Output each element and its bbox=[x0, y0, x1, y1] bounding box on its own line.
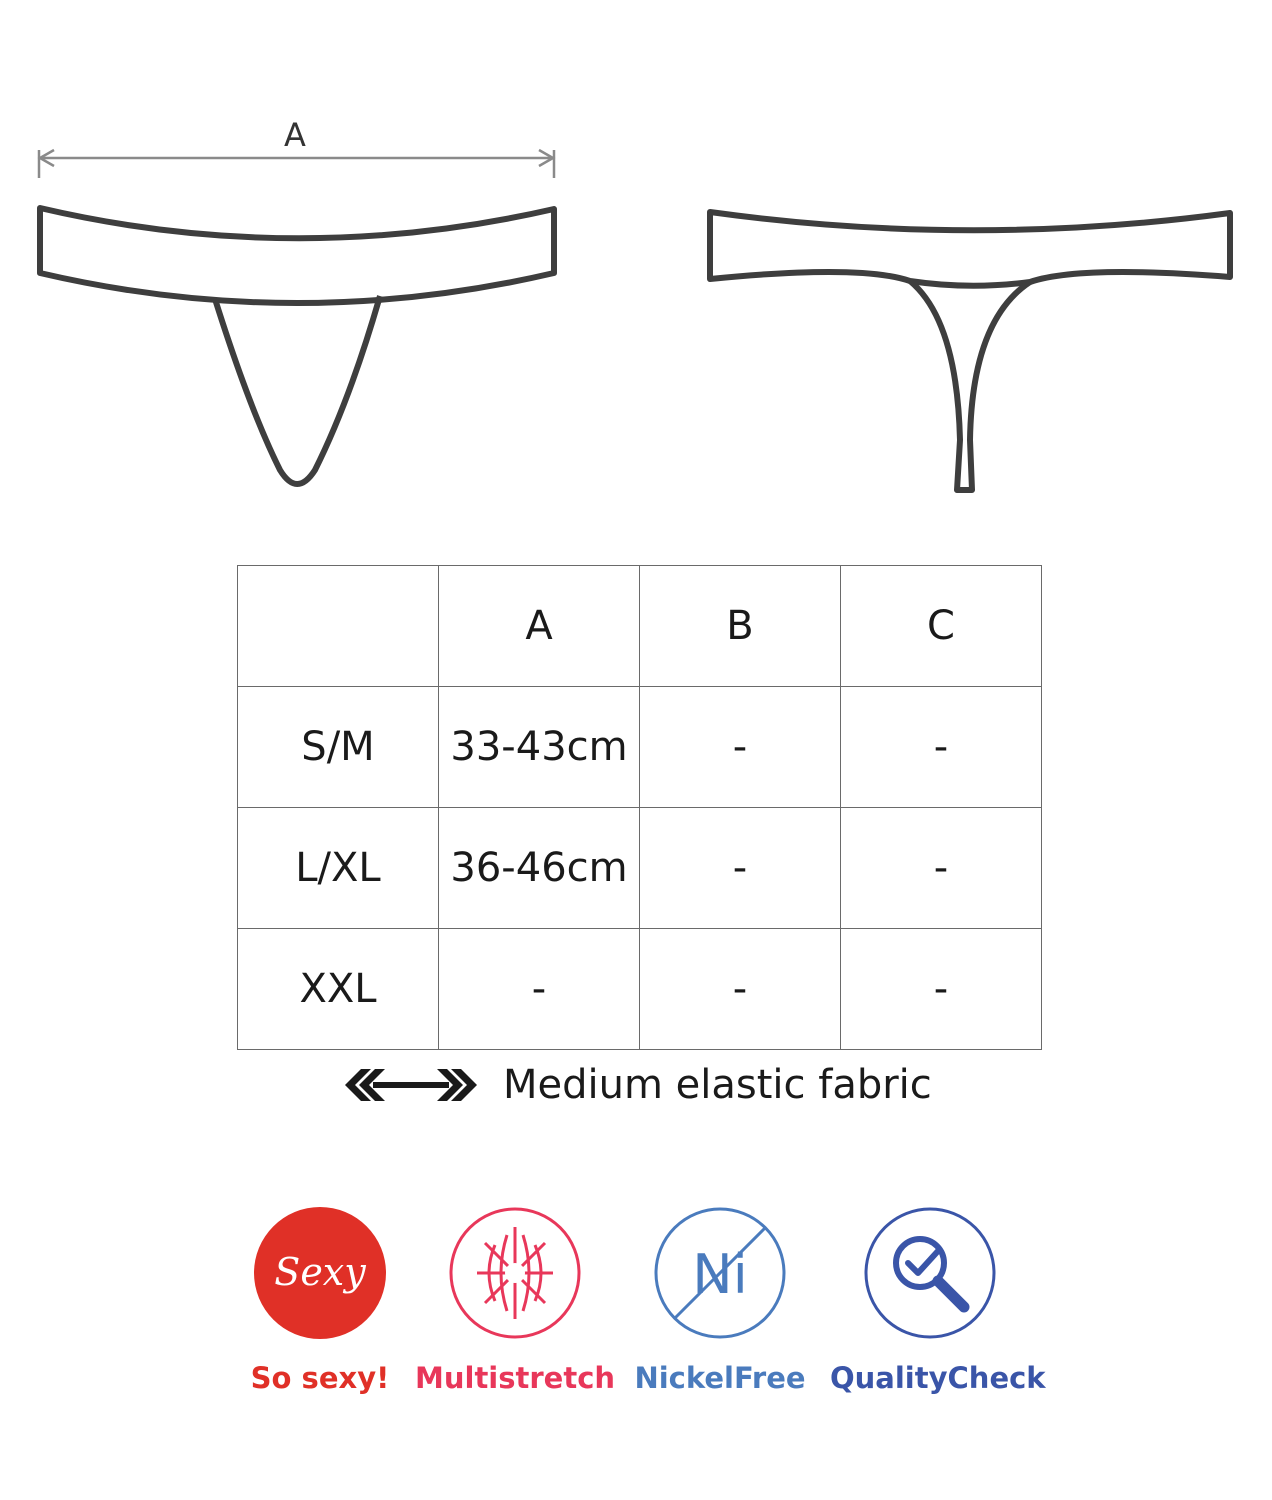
fabric-elasticity bbox=[343, 1058, 932, 1112]
table-cell: - bbox=[439, 929, 640, 1050]
nickel-free-icon bbox=[652, 1205, 788, 1341]
table-cell: - bbox=[640, 808, 841, 929]
table-header-cell: A bbox=[439, 566, 640, 687]
dimension-label-a: A bbox=[284, 116, 306, 154]
badge-so-sexy bbox=[220, 1205, 420, 1395]
table-row bbox=[238, 929, 1042, 1050]
table-cell: - bbox=[841, 808, 1042, 929]
table-cell: 36-46cm bbox=[439, 808, 640, 929]
size-table bbox=[237, 565, 1042, 1050]
table-cell: - bbox=[841, 687, 1042, 808]
table-header-cell: C bbox=[841, 566, 1042, 687]
table-cell: S/M bbox=[238, 687, 439, 808]
badge-label: NickelFree bbox=[634, 1361, 806, 1395]
table-row bbox=[238, 808, 1042, 929]
front-view-outline bbox=[40, 208, 554, 484]
badge-quality-check bbox=[830, 1205, 1046, 1395]
table-cell: - bbox=[640, 929, 841, 1050]
badge-multistretch bbox=[415, 1205, 615, 1395]
table-header-cell: B bbox=[640, 566, 841, 687]
badge-label: So sexy! bbox=[250, 1361, 390, 1395]
badge-nickel-free bbox=[620, 1205, 820, 1395]
product-diagram bbox=[0, 0, 1272, 520]
quality-check-icon bbox=[862, 1205, 998, 1341]
table-cell: - bbox=[841, 929, 1042, 1050]
sexy-icon bbox=[252, 1205, 388, 1341]
back-view-outline bbox=[710, 212, 1230, 490]
sexy-icon-text: Sexy bbox=[274, 1250, 366, 1294]
table-row bbox=[238, 687, 1042, 808]
badge-label: QualityCheck bbox=[830, 1361, 1046, 1395]
table-cell: XXL bbox=[238, 929, 439, 1050]
table-cell: 33-43cm bbox=[439, 687, 640, 808]
double-arrow-icon bbox=[343, 1065, 479, 1105]
table-header-cell bbox=[238, 566, 439, 687]
table-cell: L/XL bbox=[238, 808, 439, 929]
dimension-arrow-a bbox=[39, 150, 554, 178]
fabric-label: Medium elastic fabric bbox=[503, 1062, 932, 1108]
multistretch-icon bbox=[447, 1205, 583, 1341]
nickel-free-icon-text: Ni bbox=[692, 1243, 748, 1306]
badge-label: Multistretch bbox=[415, 1361, 616, 1395]
table-cell: - bbox=[640, 687, 841, 808]
table-header-row bbox=[238, 566, 1042, 687]
